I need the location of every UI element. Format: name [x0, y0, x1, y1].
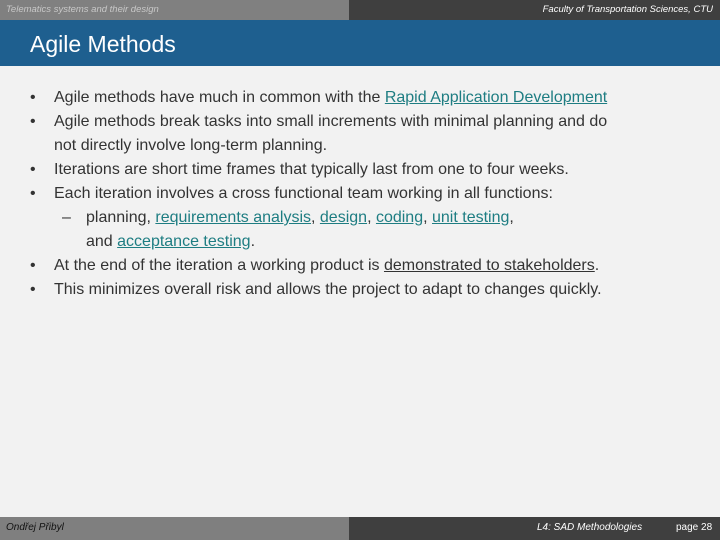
- bullet-increments: • Agile methods break tasks into small increments with minimal planning and do: [30, 110, 705, 134]
- header-left: [0, 0, 349, 20]
- bullet-rad: • Agile methods have much in common with the Rapid Application Development: [30, 86, 705, 110]
- bullet-dot: •: [30, 89, 36, 106]
- acceptance-testing-link[interactable]: acceptance testing: [117, 233, 251, 250]
- bullet-cross-functional: • Each iteration involves a cross functional team working in all functions:: [30, 182, 705, 206]
- slide-title: Agile Methods: [30, 31, 176, 57]
- sub-bullet-functions: – planning, requirements analysis, design, coding, unit testing,: [30, 206, 705, 230]
- sub-bullet-functions-cont: and acceptance testing.: [86, 233, 256, 250]
- faculty-name: Faculty of Transportation Sciences, CTU: [542, 4, 713, 15]
- slide-content: [30, 86, 705, 302]
- bullet-dot: •: [30, 257, 36, 274]
- author-name: Ondřej Přibyl: [6, 522, 64, 533]
- bullet-working-product: • At the end of the iteration a working product is demonstrated to stakeholders.: [30, 254, 705, 278]
- bullet-dot: •: [30, 281, 36, 298]
- course-name: Telematics systems and their design: [6, 4, 159, 15]
- bullet-risk: • This minimizes overall risk and allows the project to adapt to changes quickly.: [30, 278, 705, 302]
- design-link[interactable]: design: [319, 209, 368, 226]
- footer-bar: [0, 517, 720, 540]
- unit-testing-link[interactable]: unit testing: [432, 209, 510, 226]
- footer-right: [349, 517, 720, 540]
- footer-left: [0, 517, 349, 540]
- bullet-increments-cont: not directly involve long-term planning.: [54, 137, 328, 154]
- sub-bullet-dash: –: [62, 209, 71, 226]
- requirements-analysis-link[interactable]: requirements analysis: [155, 209, 312, 226]
- bullet-dot: •: [30, 185, 36, 202]
- demonstrated-text: demonstrated to stakeholders: [383, 257, 595, 274]
- title-bar: [0, 20, 720, 66]
- lecture-name: L4: SAD Methodologies: [537, 522, 643, 533]
- rad-link[interactable]: Rapid Application Development: [384, 89, 608, 106]
- header-bar: [0, 0, 720, 20]
- page-number: page 28: [676, 522, 713, 533]
- bullet-iterations: • Iterations are short time frames that typically last from one to four weeks.: [30, 158, 705, 182]
- coding-link[interactable]: coding: [375, 209, 424, 226]
- bullet-dot: •: [30, 113, 36, 130]
- header-right: [349, 0, 720, 20]
- bullet-dot: •: [30, 161, 36, 178]
